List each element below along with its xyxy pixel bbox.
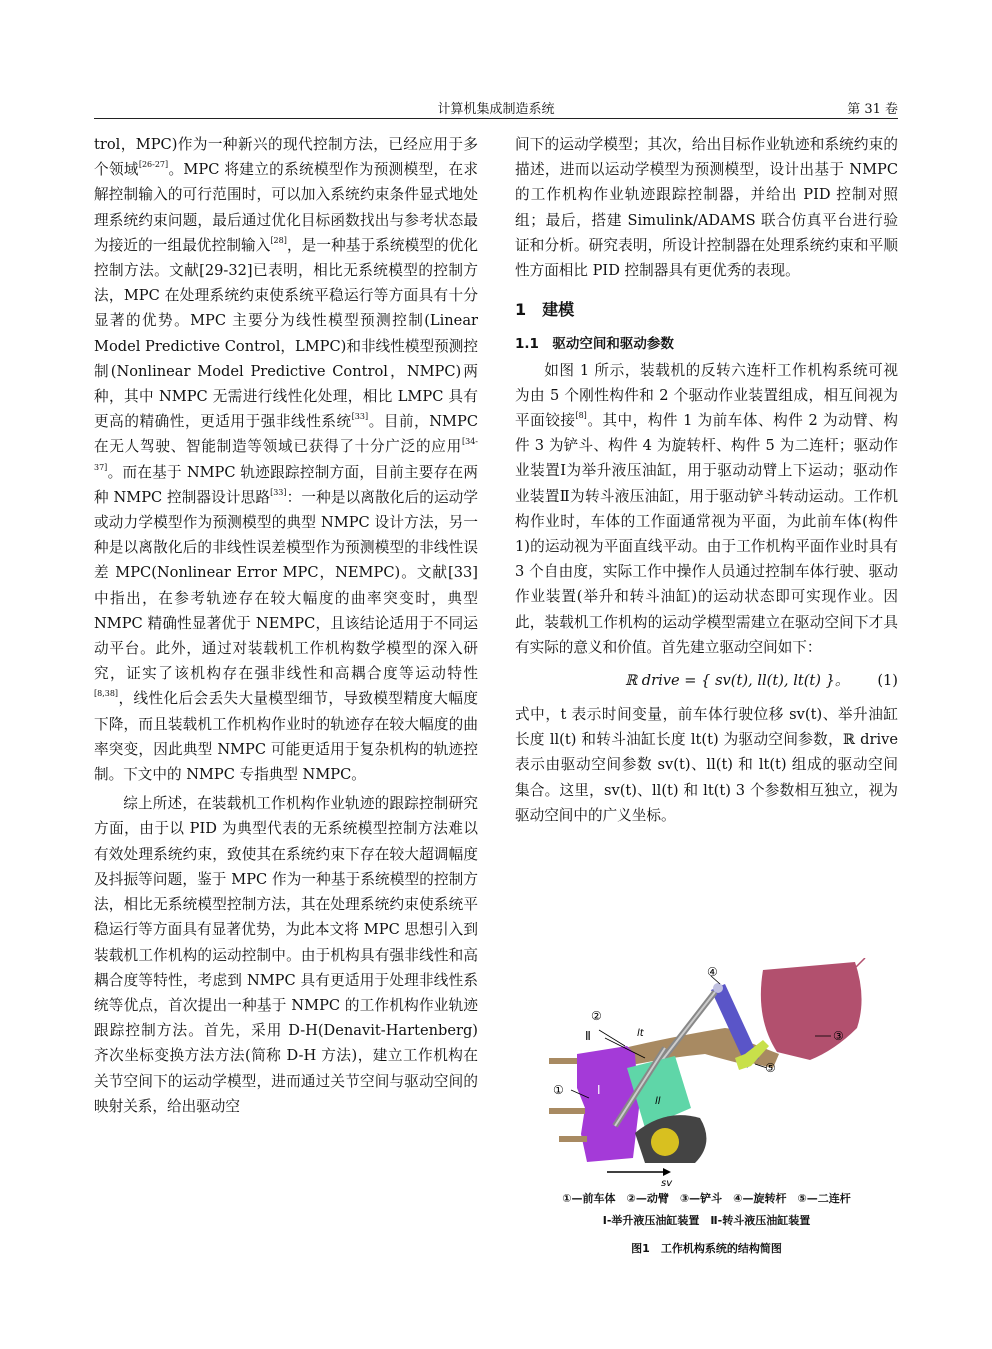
left-column <box>94 132 478 1119</box>
figure-legend-components: ①—前车体 ②—动臂 ③—铲斗 ④—旋转杆 ⑤—二连杆 <box>562 1192 851 1205</box>
label-3: ③ <box>833 1029 844 1043</box>
volume-number: 第 31 卷 <box>847 102 898 117</box>
label-4: ④ <box>707 965 718 979</box>
figure-1 <box>515 958 898 1268</box>
label-sv: sv <box>661 1178 673 1188</box>
figure-legend-cylinders: Ⅰ-举升液压油缸装置 Ⅱ-转斗液压油缸装置 <box>602 1214 811 1227</box>
right-paragraph-2: 如图 1 所示，装载机的反转六连杆工作机构系统可视为由 5 个刚性构件和 2 个驱动作业装置组成，相互间视为平面铰接[8]。其中，构件 1 为前车体、构件 2 为动臂、构件 3 为铲斗、构件 4 为旋转杆、构件 5 为二连杆；驱动作业装置Ⅰ为举升液压油缸，用于驱动动臂上下运动；驱动作业装置Ⅱ为转斗液压油缸，用于驱动铲斗转动运动。工作机构作业时，车体的工作面通常视为平面，为此前车体(构件 1)的运动视为平面直线平动。由于工作机构平面作业时具有 3 个自由度，实际工作中操作人员通过控制车体行驶、驱动作业装置(举升和转斗油缸)的运动状态即可实现作业。因此，装载机工作机构的运动学模型需建立在驱动空间下才具有实际的意义和价值。首先建立驱动空间如下： <box>515 361 898 656</box>
equation-number: (1) <box>877 672 898 690</box>
label-5: ⑤ <box>765 1061 776 1075</box>
left-paragraph-2: 综上所述，在装载机工作机构作业轨迹的跟踪控制研究方面，由于以 PID 为典型代表的无系统模型控制方法难以有效处理系统约束，致使其在系统约束下存在较大超调幅度及抖振等问题，鉴于 MPC 作为一种基于系统模型的控制方法，相比无系统模型控制方法，其在处理系统约束使系统平稳运行等方面具有显著优势，为此本文将 MPC 思想引入到装载机工作机构的运动控制中。由于机构具有强非线性和高耦合度等特性，考虑到 NMPC 具有更适用于处理非线性系统等优点，首次提出一种基于 NMPC 的工作机构作业轨迹跟踪控制方法。首先，采用 D-H(Denavit-Hartenberg)齐次坐标变换方法方法(简称 D-H 方法)，建立工作机构在关节空间下的运动学模型，进而通过关节空间与驱动空间的映射关系，给出驱动空 <box>94 795 478 1115</box>
label-lt: lt <box>637 1028 644 1039</box>
label-2: ② <box>591 1009 602 1023</box>
left-paragraph-1: trol，MPC)作为一种新兴的现代控制方法，已经应用于多个领域[26-27]。MPC 将建立的系统模型作为预测模型，在求解控制输入的可行范围时，可以加入系统约束条件显式地处理系统约束问题，最后通过优化目标函数找出与参考状态最为接近的一组最优控制输入[28]，是一种基于系统模型的优化控制方法。文献[29-32]已表明，相比无系统模型的控制方法，MPC 在处理系统约束使系统平稳运行等方面具有十分显著的优势。MPC 主要分为线性模型预测控制(Linear Model Predictive Control，LMPC)和非线性模型预测控制(Nonlinear Model Predictive Control，NMPC)两种，其中 NMPC 无需进行线性化处理，相比 LMPC 具有更高的精确性，更适用于强非线性系统[33]。目前，NMPC 在无人驾驶、智能制造等领域已获得了十分广泛的应用[34-37]。而在基于 NMPC 轨迹跟踪控制方面，目前主要存在两种 NMPC 控制器设计思路[33]：一种是以离散化后的运动学或动力学模型作为预测模型的典型 NMPC 设计方法，另一种是以离散化后的非线性误差模型作为预测模型的非线性误差 MPC(Nonlinear Error MPC，NEMPC)。文献[33]中指出，在参考轨迹存在较大幅度的曲率突变时，典型 NMPC 精确性显著优于 NEMPC，且该结论适用于不同运动平台。此外，通过对装载机工作机构数学模型的深入研究，证实了该机构存在强非线性和高耦合度等运动特性[8,38]，线性化后会丢失大量模型细节，导致模型精度大幅度下降，而且装载机工作机构作业时的轨迹存在较大幅度的曲率突变，因此典型 NMPC 可能更适用于复杂机构的轨迹控制。下文中的 NMPC 专指典型 NMPC。 <box>94 136 478 784</box>
equation-1 <box>515 664 898 698</box>
label-I: Ⅰ <box>597 1083 601 1097</box>
section-heading-1: 1 建模 <box>515 300 575 320</box>
label-1: ① <box>553 1083 564 1097</box>
bucket-shape <box>761 962 862 1060</box>
subsection-heading-1-1: 1.1 驱动空间和驱动参数 <box>515 336 674 353</box>
figure-caption: 图1 工作机构系统的结构简图 <box>631 1242 782 1255</box>
equation-body: ℝ drive = { sv(t), ll(t), lt(t) }。 <box>625 672 850 690</box>
mechanism-diagram <box>515 958 898 1188</box>
right-paragraph-1: 间下的运动学模型；其次，给出目标作业轨迹和系统约束的描述，进而以运动学模型为预测模型，设计出基于 NMPC 的工作机构作业轨迹跟踪控制器，并给出 PID 控制对照组；最后，搭建 Simulink/ADAMS 联合仿真平台进行验证和分析。研究表明，所设计控制器在处理系统约束和平顺性方面相比 PID 控制器具有更优秀的表现。 <box>515 136 898 280</box>
journal-title: 计算机集成制造系统 <box>437 102 555 117</box>
page-header <box>94 96 898 120</box>
header-rule <box>94 118 898 119</box>
right-paragraph-3: 式中，t 表示时间变量，前车体行驶位移 sv(t)、举升油缸长度 ll(t) 和转斗油缸长度 lt(t) 为驱动空间参数，ℝ drive 表示由驱动空间参数 sv(t)、ll(t) 和 lt(t) 组成的驱动空间集合。这里，sv(t)、ll(t) 和 lt(t) 3 个参数相互独立，视为驱动空间中的广义坐标。 <box>515 706 898 824</box>
right-column <box>515 132 898 828</box>
label-ll: ll <box>655 1096 661 1107</box>
label-II: Ⅱ <box>585 1029 591 1043</box>
